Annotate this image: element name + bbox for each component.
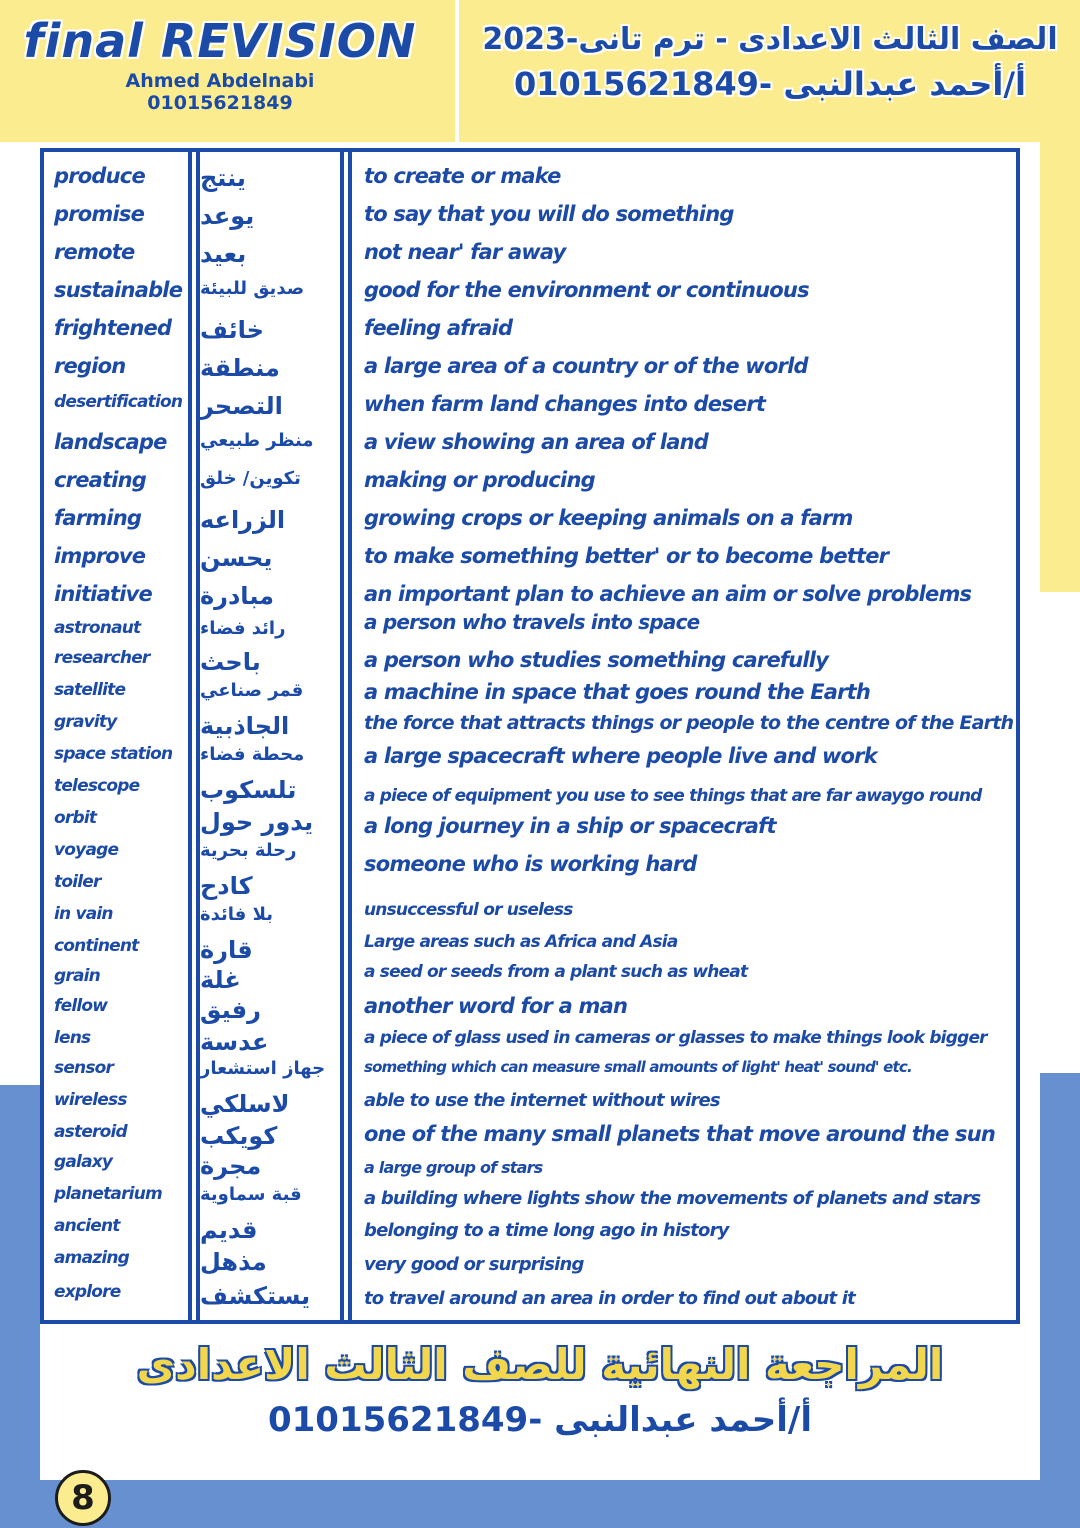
- footer-contact: أ/أحمد عبدالنبى -01015621849: [267, 1400, 812, 1440]
- vocab-arabic: بلا فائدة: [200, 904, 274, 925]
- vocab-arabic: غلة: [200, 966, 241, 994]
- vocab-arabic: يحسن: [200, 544, 273, 572]
- vocab-english: promise: [54, 202, 145, 226]
- vocab-english: toiler: [54, 872, 101, 892]
- vocab-definition: Large areas such as Africa and Asia: [364, 932, 678, 952]
- vocab-english: amazing: [54, 1248, 130, 1268]
- vocab-arabic: مذهل: [200, 1248, 267, 1276]
- column-divider: [340, 152, 344, 1320]
- header-left: [0, 14, 440, 114]
- vocab-arabic: مبادرة: [200, 582, 274, 610]
- page-title: final REVISION: [23, 14, 417, 68]
- vocab-arabic: باحث: [200, 648, 261, 676]
- vocab-english: desertification: [54, 392, 183, 412]
- vocab-arabic: التصحر: [200, 392, 283, 420]
- vocab-english: initiative: [54, 582, 152, 606]
- vocab-definition: good for the environment or continuous: [364, 278, 809, 302]
- vocab-english: grain: [54, 966, 100, 986]
- author-name: Ahmed Abdelnabi: [125, 70, 315, 92]
- vocab-arabic: الزراعه: [200, 506, 286, 534]
- vocab-definition: when farm land changes into desert: [364, 392, 766, 416]
- vocab-definition: a long journey in a ship or spacecraft: [364, 814, 776, 838]
- vocab-english: region: [54, 354, 126, 378]
- vocab-definition: to create or make: [364, 164, 561, 188]
- vocab-arabic: رحلة بحرية: [200, 840, 297, 861]
- page-number-badge: 8: [55, 1470, 111, 1526]
- vocabulary-table: [40, 148, 1020, 1324]
- vocab-arabic: منظر طبيعي: [200, 430, 314, 451]
- vocab-arabic: لاسلكي: [200, 1090, 290, 1118]
- vocab-arabic: يستكشف: [200, 1282, 311, 1310]
- vocab-english: satellite: [54, 680, 126, 700]
- vocab-arabic: كويكب: [200, 1122, 278, 1150]
- vocab-english: improve: [54, 544, 146, 568]
- vocab-arabic: جهاز استشعار: [200, 1058, 326, 1079]
- bottom-blue-strip: [0, 1480, 1080, 1528]
- footer-title: المراجعة النهائية للصف الثالث الاعدادى: [136, 1340, 944, 1389]
- vocab-arabic: خائف: [200, 316, 264, 344]
- vocab-english: asteroid: [54, 1122, 127, 1142]
- vocab-english: creating: [54, 468, 147, 492]
- vocab-english: ancient: [54, 1216, 120, 1236]
- vocab-arabic: رائد فضاء: [200, 618, 286, 639]
- header-divider: [455, 0, 459, 142]
- vocab-english: remote: [54, 240, 135, 264]
- vocab-english: researcher: [54, 648, 150, 668]
- vocab-english: produce: [54, 164, 145, 188]
- vocab-arabic: كادح: [200, 872, 253, 900]
- vocab-arabic: صديق للبيئة: [200, 278, 305, 299]
- vocab-arabic: منطقة: [200, 354, 280, 382]
- vocab-definition: a seed or seeds from a plant such as wheat: [364, 962, 748, 982]
- vocab-definition: very good or surprising: [364, 1254, 584, 1275]
- vocab-definition: growing crops or keeping animals on a farm: [364, 506, 853, 530]
- left-blue-strip: [0, 1085, 40, 1528]
- vocab-arabic: مجرة: [200, 1152, 262, 1180]
- vocab-definition: a piece of equipment you use to see things that are far awaygo round: [364, 786, 982, 806]
- vocab-english: orbit: [54, 808, 97, 828]
- vocab-english: sustainable: [54, 278, 183, 302]
- column-divider: [348, 152, 352, 1320]
- vocab-english: fellow: [54, 996, 108, 1016]
- vocab-arabic: عدسة: [200, 1028, 269, 1056]
- vocab-definition: not near' far away: [364, 240, 566, 264]
- vocab-english: telescope: [54, 776, 140, 796]
- vocab-english: farming: [54, 506, 142, 530]
- vocab-definition: a large spacecraft where people live and work: [364, 744, 877, 768]
- vocab-definition: one of the many small planets that move around the sun: [364, 1122, 996, 1146]
- right-yellow-strip: [1040, 142, 1080, 592]
- vocab-definition: making or producing: [364, 468, 595, 492]
- vocab-arabic: بعيد: [200, 240, 247, 268]
- vocab-english: galaxy: [54, 1152, 113, 1172]
- vocab-english: lens: [54, 1028, 91, 1048]
- vocab-definition: a piece of glass used in cameras or glasses to make things look bigger: [364, 1028, 987, 1048]
- vocab-arabic: قبة سماوية: [200, 1184, 302, 1205]
- right-blue-strip: [1040, 1073, 1080, 1528]
- vocab-english: space station: [54, 744, 173, 764]
- vocab-definition: the force that attracts things or people to the centre of the Earth: [364, 712, 1014, 734]
- vocab-english: astronaut: [54, 618, 141, 638]
- vocab-english: gravity: [54, 712, 117, 732]
- vocab-arabic: رفيق: [200, 996, 261, 1024]
- header-arabic-subtitle: الصف الثالث الاعدادى - ترم تانى-2023: [482, 22, 1058, 57]
- vocab-definition: unsuccessful or useless: [364, 900, 573, 920]
- vocab-definition: a person who travels into space: [364, 610, 700, 634]
- vocab-english: frightened: [54, 316, 172, 340]
- vocab-english: wireless: [54, 1090, 127, 1110]
- vocab-english: landscape: [54, 430, 167, 454]
- vocab-arabic: قمر صناعي: [200, 680, 304, 701]
- header-arabic-author: أ/أحمد عبدالنبى -01015621849: [514, 65, 1026, 103]
- vocab-definition: another word for a man: [364, 994, 628, 1018]
- vocab-definition: belonging to a time long ago in history: [364, 1220, 729, 1241]
- vocab-definition: feeling afraid: [364, 316, 513, 340]
- vocab-english: voyage: [54, 840, 119, 860]
- vocab-definition: a view showing an area of land: [364, 430, 709, 454]
- vocab-definition: an important plan to achieve an aim or solve problems: [364, 582, 972, 606]
- author-phone: 01015621849: [147, 92, 293, 114]
- vocab-arabic: ينتج: [200, 164, 246, 192]
- vocab-definition: to travel around an area in order to find out about it: [364, 1288, 855, 1309]
- vocab-arabic: تكوين/ خلق: [200, 468, 301, 489]
- vocab-arabic: قديم: [200, 1216, 258, 1244]
- vocab-arabic: الجاذبية: [200, 712, 290, 740]
- vocab-definition: someone who is working hard: [364, 852, 697, 876]
- vocab-definition: a large area of a country or of the world: [364, 354, 808, 378]
- vocab-arabic: قارة: [200, 936, 253, 964]
- vocab-definition: a person who studies something carefully: [364, 648, 829, 672]
- vocab-arabic: يدور حول: [200, 808, 314, 836]
- vocab-english: sensor: [54, 1058, 114, 1078]
- vocab-english: explore: [54, 1282, 121, 1302]
- vocab-definition: a building where lights show the movements of planets and stars: [364, 1188, 981, 1209]
- vocab-definition: something which can measure small amounts of light' heat' sound' etc.: [364, 1058, 912, 1076]
- vocab-english: planetarium: [54, 1184, 162, 1204]
- vocab-definition: to make something better' or to become better: [364, 544, 889, 568]
- vocab-definition: a machine in space that goes round the Earth: [364, 680, 871, 704]
- vocab-arabic: محطة فضاء: [200, 744, 305, 765]
- vocab-definition: to say that you will do something: [364, 202, 734, 226]
- header-right: [470, 22, 1070, 103]
- vocab-definition: able to use the internet without wires: [364, 1090, 720, 1111]
- vocab-english: in vain: [54, 904, 113, 924]
- vocab-english: continent: [54, 936, 139, 956]
- vocab-definition: a large group of stars: [364, 1158, 543, 1177]
- vocab-arabic: تلسكوب: [200, 776, 297, 804]
- vocab-arabic: يوعد: [200, 202, 255, 230]
